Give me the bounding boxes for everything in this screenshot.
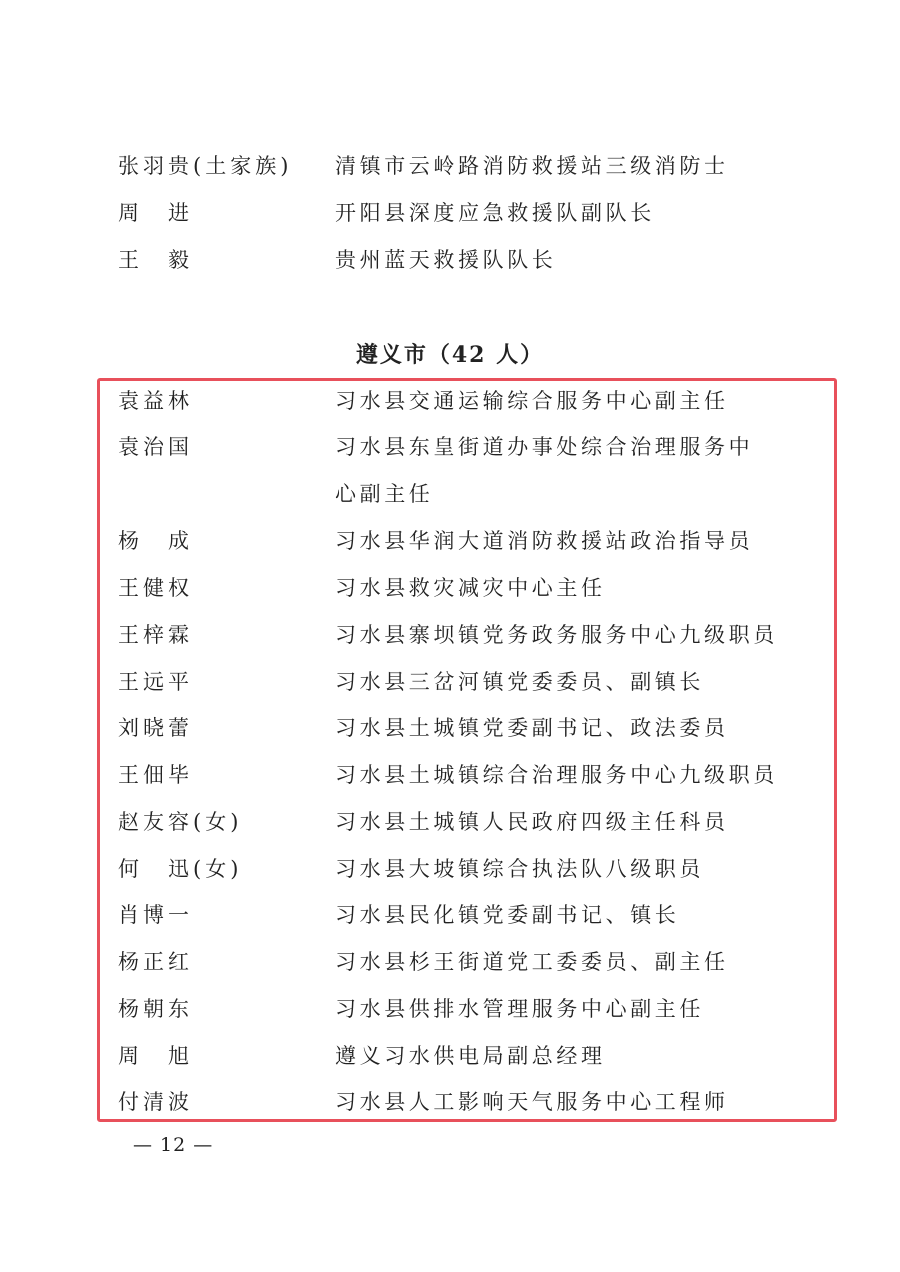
person-name: 周 进: [118, 201, 193, 225]
person-title: 清镇市云岭路消防救援站三级消防士: [335, 154, 729, 178]
person-title: 习水县东皇街道办事处综合治理服务中: [335, 435, 754, 459]
person-title: 习水县救灾减灾中心主任: [335, 576, 606, 600]
person-name: 袁益林: [118, 389, 193, 413]
person-name: 王佃毕: [118, 763, 193, 787]
person-name: 张羽贵(土家族): [118, 154, 293, 178]
person-name: 杨朝东: [118, 997, 193, 1021]
person-title: 习水县杉王街道党工委委员、副主任: [335, 950, 729, 974]
person-name: 周 旭: [118, 1044, 193, 1068]
person-title: 习水县交通运输综合服务中心副主任: [335, 389, 729, 413]
person-name: 王健权: [118, 576, 193, 600]
person-name: 肖博一: [118, 903, 193, 927]
person-title: 心副主任: [335, 482, 434, 506]
person-name: 杨正红: [118, 950, 193, 974]
person-name: 王梓霖: [118, 623, 193, 647]
person-name: 赵友容(女): [118, 810, 243, 834]
person-title: 贵州蓝天救援队队长: [335, 248, 557, 272]
person-name: 付清波: [118, 1090, 193, 1114]
person-name: 何 迅(女): [118, 857, 243, 881]
person-name: 袁治国: [118, 435, 193, 459]
person-title: 遵义习水供电局副总经理: [335, 1044, 606, 1068]
person-title: 习水县土城镇人民政府四级主任科员: [335, 810, 729, 834]
person-name: 杨 成: [118, 529, 193, 553]
person-title: 习水县大坡镇综合执法队八级职员: [335, 857, 704, 881]
person-title: 习水县人工影响天气服务中心工程师: [335, 1090, 729, 1114]
person-title: 习水县供排水管理服务中心副主任: [335, 997, 704, 1021]
section-title: 遵义市（42 人）: [355, 342, 545, 368]
person-title: 习水县土城镇党委副书记、政法委员: [335, 716, 729, 740]
person-title: 习水县华润大道消防救援站政治指导员: [335, 529, 754, 553]
person-name: 王远平: [118, 670, 193, 694]
person-name: 王 毅: [118, 248, 193, 272]
person-title: 习水县土城镇综合治理服务中心九级职员: [335, 763, 778, 787]
person-title: 开阳县深度应急救援队副队长: [335, 201, 655, 225]
page-number: — 12 —: [133, 1134, 214, 1156]
person-name: 刘晓蕾: [118, 716, 193, 740]
person-title: 习水县民化镇党委副书记、镇长: [335, 903, 680, 927]
person-title: 习水县寨坝镇党务政务服务中心九级职员: [335, 623, 778, 647]
person-title: 习水县三岔河镇党委委员、副镇长: [335, 670, 704, 694]
